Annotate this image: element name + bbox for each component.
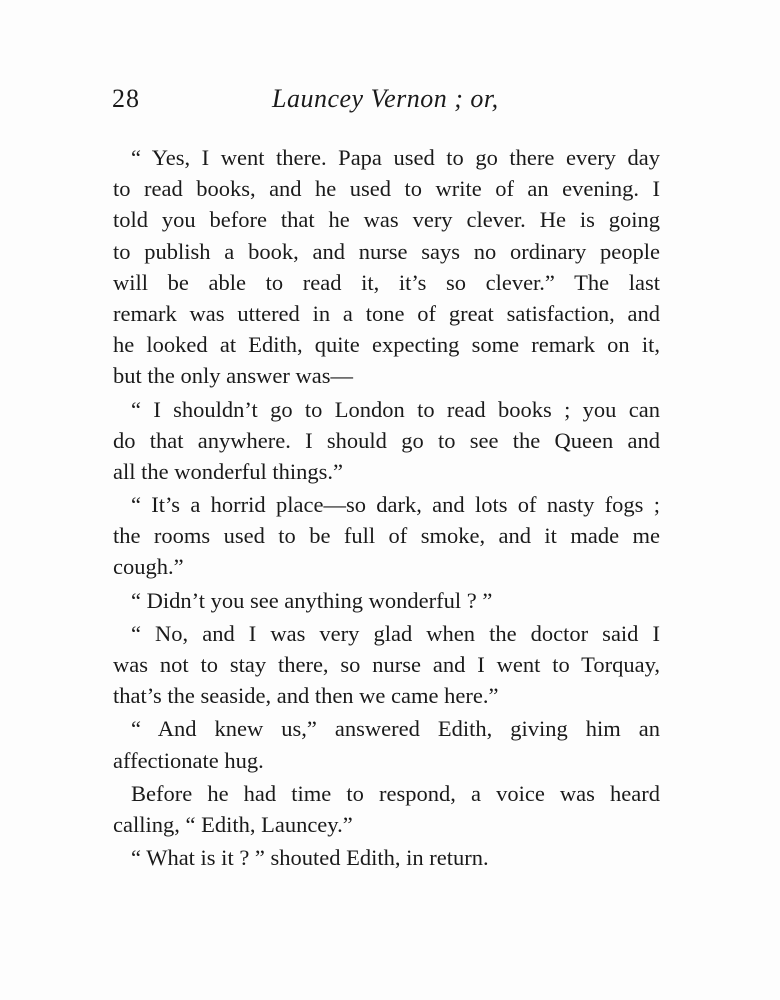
text-line: was not to stay there, so nurse and I went to Torquay, (113, 652, 660, 677)
text-line: “ What is it ? ” shouted Edith, in return. (131, 845, 489, 871)
text-line: cough.” (113, 554, 184, 580)
text-line: “ And knew us,” answered Edith, giving him an (131, 716, 660, 742)
text-line: affectionate hug. (113, 747, 264, 773)
text-line: “ I shouldn’t go to London to read books ; you can (131, 396, 660, 422)
text-line: that’s the seaside, and then we came here.” (113, 683, 499, 709)
text-line: “ No, and I was very glad when the doctor said I (131, 620, 660, 646)
running-head (112, 84, 660, 124)
text-line: to publish a book, and nurse says no ordinary people (113, 238, 660, 264)
text-line: “ It’s a horrid place—so dark, and lots of nasty fogs ; (131, 492, 660, 518)
text-line: told you before that he was very clever. He is going (113, 207, 660, 233)
text-line: remark was uttered in a tone of great satisfaction, and (113, 300, 660, 326)
page-number: 28 (112, 84, 140, 113)
text-line: to read books, and he used to write of an evening. I (113, 176, 660, 202)
text-line: the rooms used to be full of smoke, and it made me (113, 523, 660, 549)
text-line: but the only answer was— (113, 363, 353, 389)
text-line: will be able to read it, it’s so clever.” The last (113, 269, 660, 295)
running-title: Launcey Vernon ; or, (272, 84, 499, 113)
body-text (113, 142, 660, 873)
text-line: calling, “ Edith, Launcey.” (113, 811, 353, 837)
text-line: he looked at Edith, quite expecting some remark on it, (113, 332, 660, 358)
text-line: do that anywhere. I should go to see the Queen and (113, 427, 660, 453)
text-line: all the wonderful things.” (113, 458, 343, 484)
text-line: “ Didn’t you see anything wonderful ? ” (131, 587, 493, 613)
text-line: “ Yes, I went there. Papa used to go there every day (131, 145, 660, 170)
text-line: Before he had time to respond, a voice was heard (131, 780, 660, 806)
